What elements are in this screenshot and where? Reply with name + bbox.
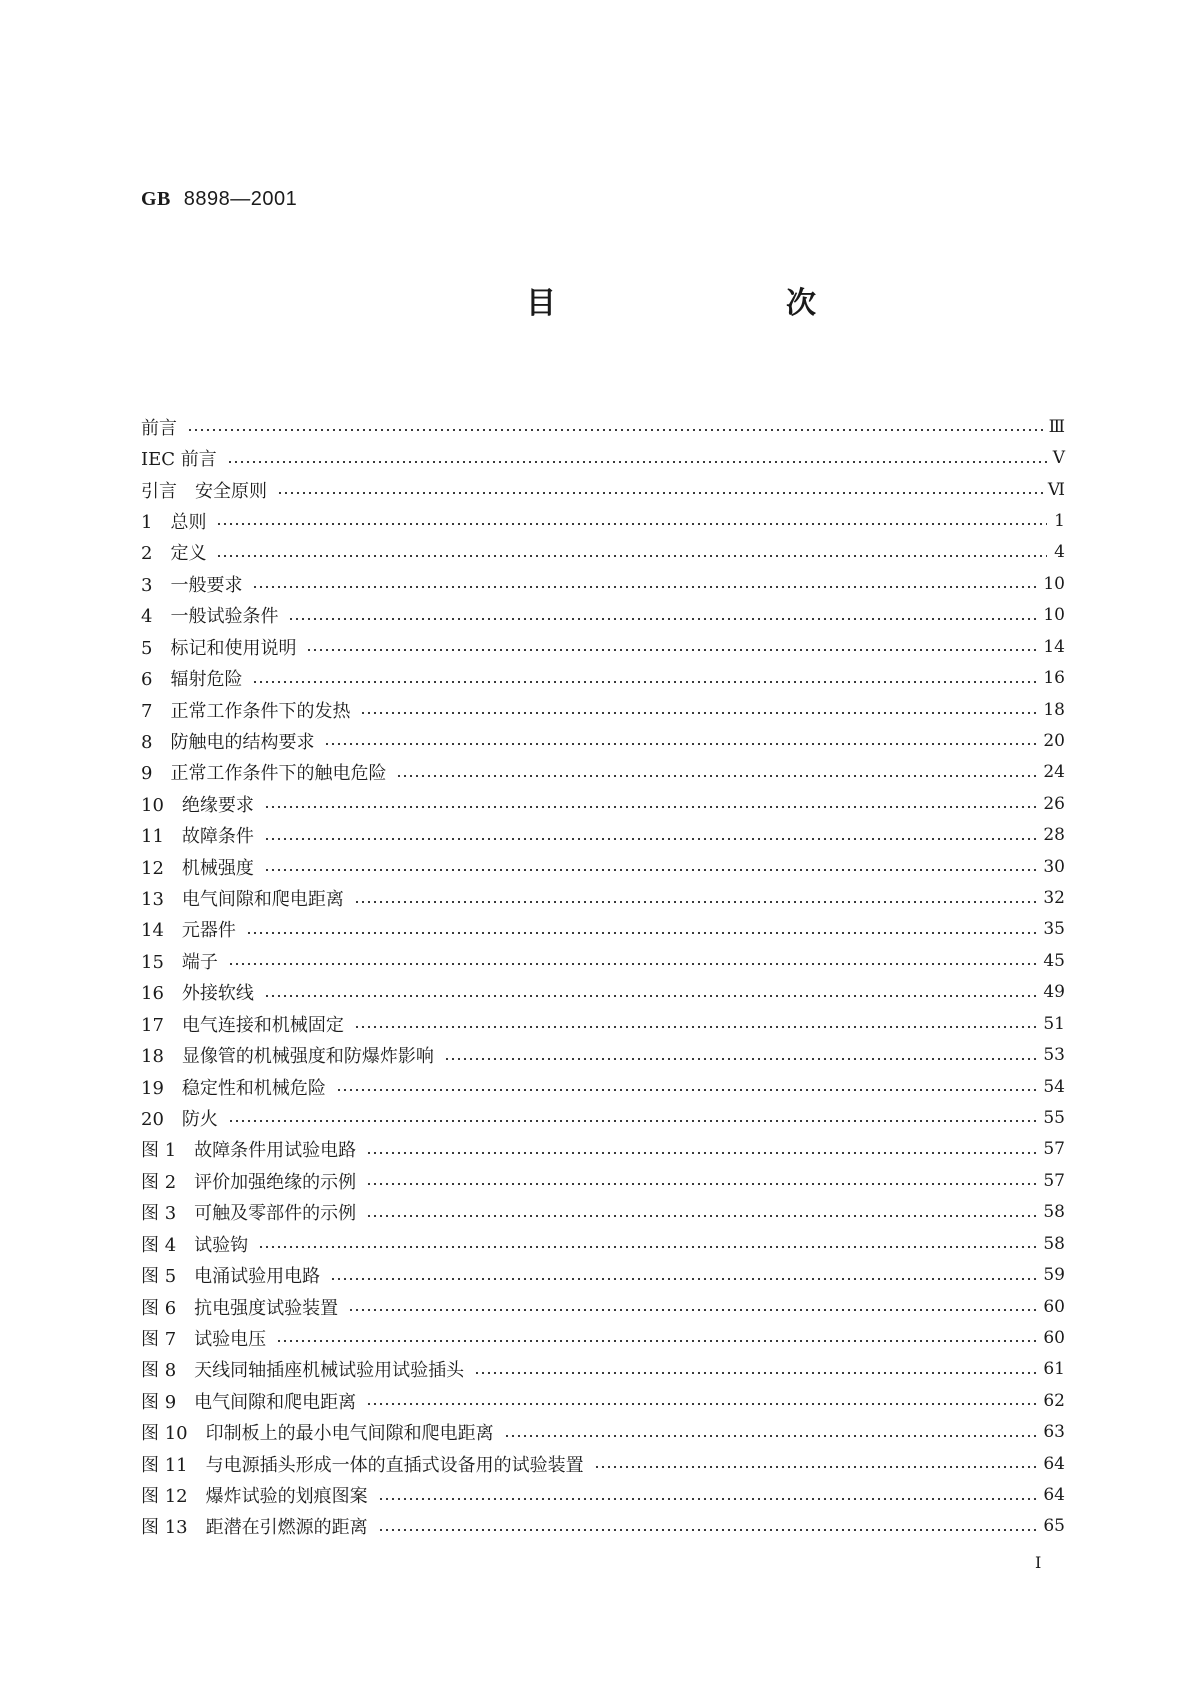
table-of-contents [141, 411, 1065, 1542]
toc-entry-page-number: 62 [1043, 1390, 1065, 1411]
toc-entry-label: 15 端子 [141, 951, 218, 973]
dot-leader [594, 1464, 1040, 1470]
toc-entry-label: 前言 [141, 417, 177, 439]
toc-entry-label: 10 绝缘要求 [141, 794, 254, 816]
toc-entry-label: 图 3 可触及零部件的示例 [141, 1203, 357, 1225]
toc-entry[interactable] [141, 662, 1065, 693]
toc-entry-label: 图 4 试验钩 [141, 1234, 249, 1256]
toc-entry[interactable] [141, 788, 1065, 819]
toc-entry-label: 13 电气间隙和爬电距离 [141, 889, 344, 911]
dot-leader [264, 804, 1039, 810]
toc-entry-label: 图 7 试验电压 [141, 1328, 267, 1350]
dot-leader [366, 1181, 1039, 1187]
toc-entry-label: 9 正常工作条件下的触电危险 [141, 763, 387, 785]
toc-entry-page-number: 35 [1043, 919, 1065, 940]
toc-entry[interactable] [141, 1165, 1065, 1196]
toc-entry-page-number: 60 [1043, 1327, 1065, 1348]
toc-entry-label: 图 9 电气间隙和爬电距离 [141, 1391, 357, 1413]
toc-entry-page-number: 45 [1043, 950, 1065, 971]
toc-entry-label: 5 标记和使用说明 [141, 637, 297, 659]
toc-entry[interactable] [141, 1039, 1065, 1070]
toc-entry[interactable] [141, 537, 1065, 568]
dot-leader [330, 1276, 1039, 1282]
toc-entry[interactable] [141, 411, 1065, 442]
toc-entry[interactable] [141, 1479, 1065, 1510]
toc-entry-page-number: 58 [1043, 1202, 1065, 1223]
dot-leader [348, 1307, 1039, 1313]
toc-entry-page-number: 58 [1043, 1233, 1065, 1254]
dot-leader [324, 741, 1039, 747]
dot-leader [252, 584, 1039, 590]
toc-entry[interactable] [141, 945, 1065, 976]
dot-leader [504, 1433, 1040, 1439]
toc-entry[interactable] [141, 1511, 1065, 1542]
toc-entry[interactable] [141, 568, 1065, 599]
toc-entry-page-number: 16 [1043, 668, 1065, 689]
toc-entry-page-number: 57 [1043, 1170, 1065, 1191]
toc-entry-page-number: 4 [1054, 542, 1065, 563]
toc-entry-page-number: 57 [1043, 1139, 1065, 1160]
toc-entry-label: 12 机械强度 [141, 857, 254, 879]
toc-entry-label: 3 一般要求 [141, 574, 243, 596]
toc-entry[interactable] [141, 851, 1065, 882]
toc-entry-label: 2 定义 [141, 543, 207, 565]
toc-entry-page-number: 14 [1043, 636, 1065, 657]
toc-entry[interactable] [141, 442, 1065, 473]
toc-entry-page-number: 26 [1043, 793, 1065, 814]
dot-leader [276, 1338, 1039, 1344]
toc-entry-page-number: 65 [1043, 1516, 1065, 1537]
toc-entry-page-number: 60 [1043, 1296, 1065, 1317]
toc-entry[interactable] [141, 1071, 1065, 1102]
toc-entry-label: 1 总则 [141, 511, 207, 533]
dot-leader [187, 427, 1045, 433]
dot-leader [306, 647, 1039, 653]
dot-leader [228, 1118, 1039, 1124]
dot-leader [378, 1496, 1040, 1502]
toc-entry[interactable] [141, 757, 1065, 788]
toc-entry-page-number: 51 [1043, 1013, 1065, 1034]
toc-entry-page-number: 53 [1043, 1045, 1065, 1066]
toc-entry-page-number: 30 [1043, 856, 1065, 877]
toc-entry-page-number: 32 [1043, 888, 1065, 909]
dot-leader [396, 773, 1039, 779]
dot-leader [288, 616, 1039, 622]
toc-entry[interactable] [141, 474, 1065, 505]
toc-entry-page-number: 10 [1043, 605, 1065, 626]
dot-leader [277, 490, 1044, 496]
dot-leader [252, 679, 1039, 685]
toc-entry-page-number: 55 [1043, 1107, 1065, 1128]
dot-leader [366, 1213, 1039, 1219]
toc-entry[interactable] [141, 819, 1065, 850]
toc-entry-page-number: 10 [1043, 573, 1065, 594]
toc-entry-label: 图 1 故障条件用试验电路 [141, 1140, 357, 1162]
toc-entry-label: 图 2 评价加强绝缘的示例 [141, 1171, 357, 1193]
toc-entry-page-number: 59 [1043, 1265, 1065, 1286]
dot-leader [264, 867, 1039, 873]
toc-entry-label: 4 一般试验条件 [141, 606, 279, 628]
toc-entry[interactable] [141, 1322, 1065, 1353]
toc-entry-label: 图 6 抗电强度试验装置 [141, 1297, 339, 1319]
toc-entry-page-number: 20 [1043, 730, 1065, 751]
toc-entry[interactable] [141, 1134, 1065, 1165]
dot-leader [246, 930, 1039, 936]
toc-entry-label: 11 故障条件 [141, 826, 254, 848]
dot-leader [444, 1056, 1039, 1062]
dot-leader [227, 459, 1047, 465]
standard-number: 8898—2001 [183, 188, 298, 210]
toc-entry-label: 16 外接软线 [141, 983, 254, 1005]
toc-entry-label: 14 元器件 [141, 920, 236, 942]
toc-entry-page-number: Ⅲ [1048, 416, 1065, 437]
toc-entry-label: 18 显像管的机械强度和防爆炸影响 [141, 1046, 434, 1068]
toc-entry-page-number: 1 [1054, 510, 1065, 531]
toc-entry[interactable] [141, 1354, 1065, 1385]
toc-entry-page-number: 63 [1043, 1422, 1065, 1443]
page-title: 目 次 [526, 286, 916, 321]
toc-entry-label: 20 防火 [141, 1108, 218, 1130]
toc-entry-label: 图 5 电涌试验用电路 [141, 1266, 321, 1288]
toc-entry[interactable] [141, 977, 1065, 1008]
toc-entry-label: 图 13 距潜在引燃源的距离 [141, 1517, 368, 1539]
page-folio: Ⅰ [1035, 1553, 1042, 1572]
dot-leader [336, 1087, 1039, 1093]
toc-entry-label: 图 12 爆炸试验的划痕图案 [141, 1486, 368, 1508]
toc-entry-label: 图 10 印制板上的最小电气间隙和爬电距离 [141, 1423, 494, 1445]
dot-leader [264, 993, 1039, 999]
dot-leader [354, 1024, 1039, 1030]
dot-leader [366, 1150, 1039, 1156]
toc-entry-page-number: 24 [1043, 762, 1065, 783]
dot-leader [474, 1370, 1039, 1376]
toc-entry-page-number: 54 [1043, 1076, 1065, 1097]
toc-entry-label: 6 辐射危险 [141, 669, 243, 691]
toc-entry-page-number: 64 [1043, 1453, 1065, 1474]
dot-leader [360, 710, 1039, 716]
dot-leader [264, 836, 1039, 842]
toc-entry[interactable] [141, 1291, 1065, 1322]
dot-leader [378, 1527, 1040, 1533]
toc-entry[interactable] [141, 914, 1065, 945]
toc-entry-label: 图 8 天线同轴插座机械试验用试验插头 [141, 1360, 465, 1382]
dot-leader [258, 1244, 1039, 1250]
toc-entry-page-number: Ⅴ [1052, 448, 1065, 469]
toc-entry[interactable] [141, 1259, 1065, 1290]
toc-entry-page-number: 64 [1043, 1485, 1065, 1506]
dot-leader [354, 899, 1039, 905]
toc-entry-page-number: 28 [1043, 825, 1065, 846]
toc-entry[interactable] [141, 694, 1065, 725]
toc-entry[interactable] [141, 600, 1065, 631]
toc-entry[interactable] [141, 1102, 1065, 1133]
toc-entry-label: 7 正常工作条件下的发热 [141, 700, 351, 722]
toc-entry[interactable] [141, 631, 1065, 662]
dot-leader [228, 961, 1039, 967]
toc-entry-page-number: 18 [1043, 699, 1065, 720]
toc-entry[interactable] [141, 725, 1065, 756]
toc-entry-label: 19 稳定性和机械危险 [141, 1077, 326, 1099]
toc-entry-page-number: 61 [1043, 1359, 1065, 1380]
toc-entry-label: 引言 安全原则 [141, 480, 267, 502]
toc-entry[interactable] [141, 1008, 1065, 1039]
toc-entry[interactable] [141, 1417, 1065, 1448]
toc-entry[interactable] [141, 1228, 1065, 1259]
toc-entry[interactable] [141, 505, 1065, 536]
toc-entry[interactable] [141, 1197, 1065, 1228]
toc-entry[interactable] [141, 1385, 1065, 1416]
dot-leader [366, 1401, 1039, 1407]
toc-entry-label: 8 防触电的结构要求 [141, 731, 315, 753]
toc-entry-label: 图 11 与电源插头形成一体的直插式设备用的试验装置 [141, 1454, 584, 1476]
toc-entry-label: 17 电气连接和机械固定 [141, 1014, 344, 1036]
toc-entry-page-number: 49 [1043, 982, 1065, 1003]
standard-code [141, 186, 297, 211]
toc-entry[interactable] [141, 1448, 1065, 1479]
toc-entry-page-number: Ⅵ [1047, 479, 1065, 500]
toc-entry-label: IEC 前言 [141, 449, 217, 471]
dot-leader [216, 521, 1047, 527]
toc-entry[interactable] [141, 882, 1065, 913]
standard-prefix: GB [141, 188, 171, 210]
dot-leader [216, 553, 1047, 559]
